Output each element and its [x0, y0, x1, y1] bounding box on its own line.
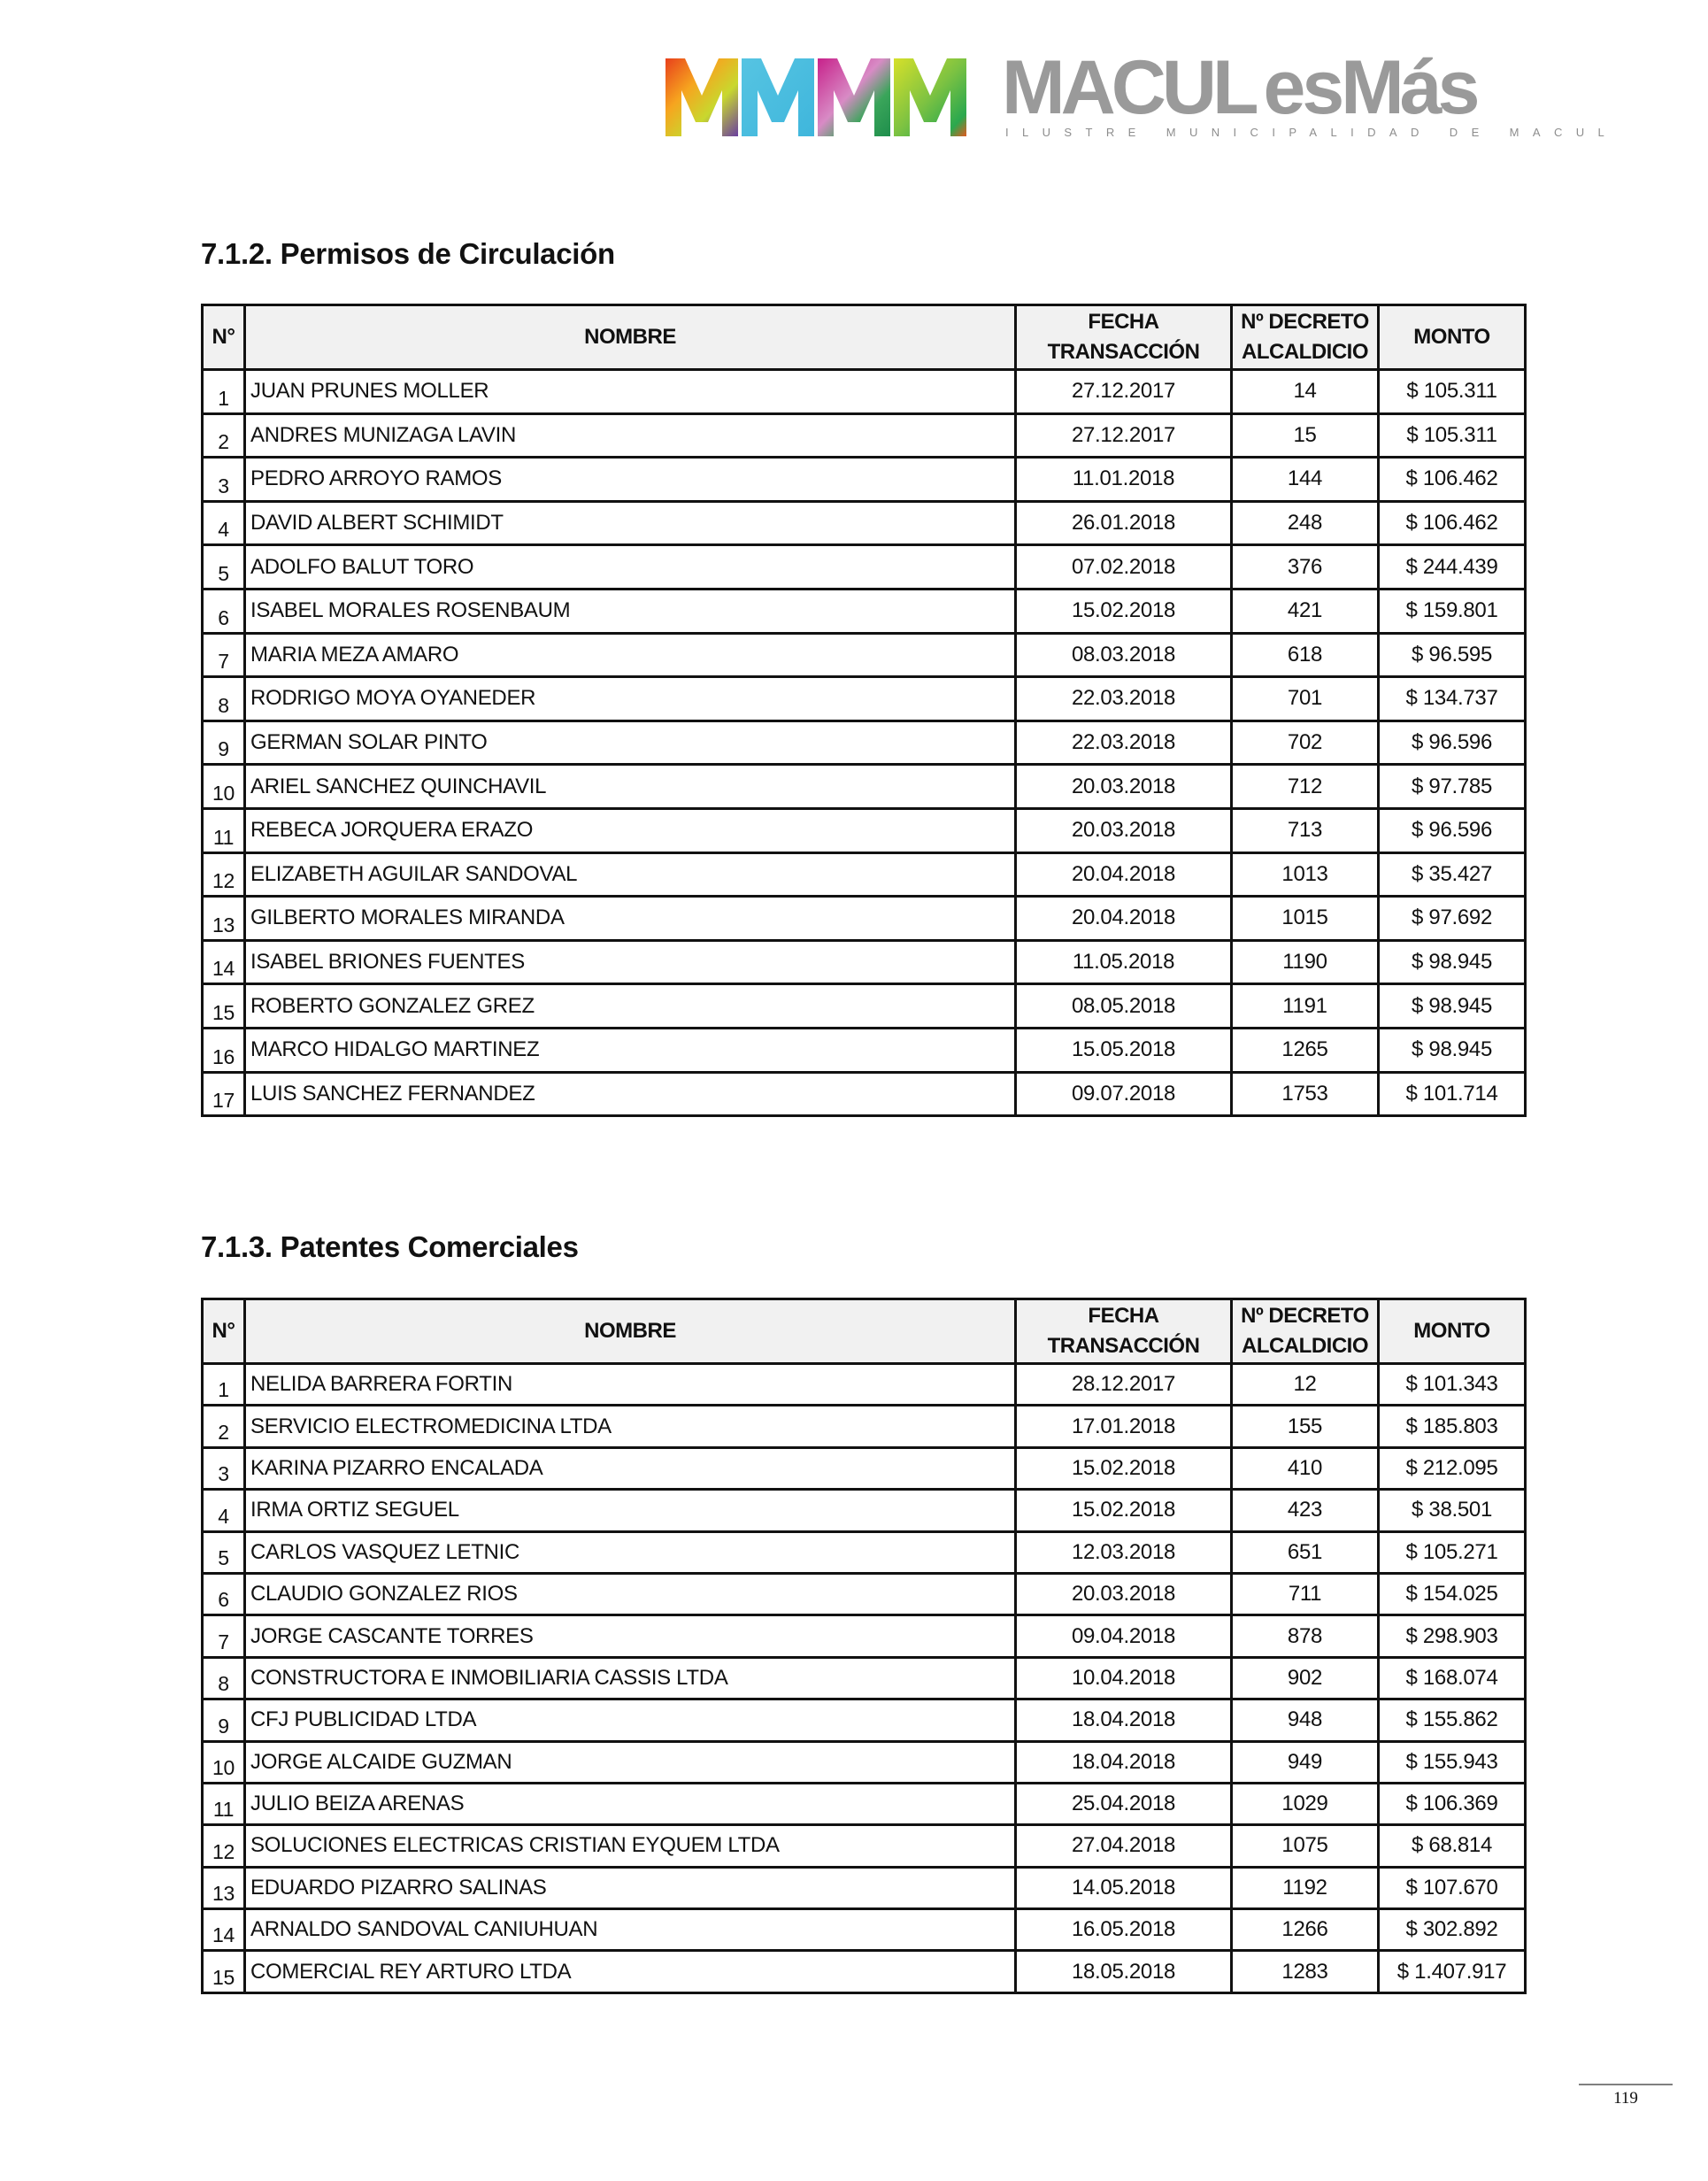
- row-decree: 1265: [1232, 1028, 1379, 1072]
- row-decree: 376: [1232, 545, 1379, 590]
- row-name: JORGE CASCANTE TORRES: [245, 1615, 1016, 1657]
- row-name: CARLOS VASQUEZ LETNIC: [245, 1531, 1016, 1573]
- row-number: 14: [203, 1909, 245, 1951]
- row-decree: 1029: [1232, 1783, 1379, 1824]
- row-name: CONSTRUCTORA E INMOBILIARIA CASSIS LTDA: [245, 1657, 1016, 1699]
- row-date: 27.04.2018: [1016, 1825, 1232, 1867]
- row-name: JUAN PRUNES MOLLER: [245, 370, 1016, 414]
- row-number: 12: [203, 852, 245, 897]
- row-number: 3: [203, 1447, 245, 1489]
- row-decree: 155: [1232, 1406, 1379, 1447]
- row-decree: 651: [1232, 1531, 1379, 1573]
- table-row: [203, 808, 1526, 852]
- row-decree: 12: [1232, 1364, 1379, 1406]
- row-date: 25.04.2018: [1016, 1783, 1232, 1824]
- row-name: GILBERTO MORALES MIRANDA: [245, 897, 1016, 941]
- table-row: [203, 1615, 1526, 1657]
- row-decree: 423: [1232, 1490, 1379, 1531]
- footer-divider: [1579, 2084, 1673, 2085]
- row-amount: $ 106.369: [1379, 1783, 1526, 1824]
- row-amount: $ 97.692: [1379, 897, 1526, 941]
- row-name: REBECA JORQUERA ERAZO: [245, 808, 1016, 852]
- row-number: 17: [203, 1072, 245, 1116]
- column-header-decree-line2: ALCALDICIO: [1242, 1334, 1368, 1358]
- row-decree: 949: [1232, 1741, 1379, 1783]
- column-header-decree: [1232, 1299, 1379, 1364]
- table-row: [203, 1447, 1526, 1489]
- row-number: 16: [203, 1028, 245, 1072]
- row-date: 18.05.2018: [1016, 1951, 1232, 1992]
- row-decree: 1753: [1232, 1072, 1379, 1116]
- table-row: [203, 1406, 1526, 1447]
- row-amount: $ 97.785: [1379, 765, 1526, 809]
- column-header-decree-line2: ALCALDICIO: [1242, 340, 1368, 364]
- row-amount: $ 1.407.917: [1379, 1951, 1526, 1992]
- row-date: 09.04.2018: [1016, 1615, 1232, 1657]
- table-row: [203, 984, 1526, 1029]
- logo-word-es: es: [1263, 45, 1342, 130]
- row-name: ISABEL MORALES ROSENBAUM: [245, 589, 1016, 633]
- row-decree: 711: [1232, 1573, 1379, 1615]
- row-number: 8: [203, 1657, 245, 1699]
- row-name: CLAUDIO GONZALEZ RIOS: [245, 1573, 1016, 1615]
- row-number: 7: [203, 633, 245, 677]
- row-number: 14: [203, 940, 245, 984]
- table-row: [203, 589, 1526, 633]
- row-name: JORGE ALCAIDE GUZMAN: [245, 1741, 1016, 1783]
- row-amount: $ 212.095: [1379, 1447, 1526, 1489]
- row-decree: 15: [1232, 413, 1379, 458]
- table-row: [203, 897, 1526, 941]
- row-date: 14.05.2018: [1016, 1867, 1232, 1908]
- table-row: [203, 1657, 1526, 1699]
- row-number: 7: [203, 1615, 245, 1657]
- row-date: 20.04.2018: [1016, 897, 1232, 941]
- table-row: [203, 1490, 1526, 1531]
- row-date: 27.12.2017: [1016, 413, 1232, 458]
- row-number: 10: [203, 1741, 245, 1783]
- row-decree: 1075: [1232, 1825, 1379, 1867]
- row-name: MARCO HIDALGO MARTINEZ: [245, 1028, 1016, 1072]
- row-amount: $ 38.501: [1379, 1490, 1526, 1531]
- row-date: 07.02.2018: [1016, 545, 1232, 590]
- table-row: [203, 1573, 1526, 1615]
- permisos-table-body: [203, 370, 1526, 1116]
- row-name: SOLUCIONES ELECTRICAS CRISTIAN EYQUEM LTDA: [245, 1825, 1016, 1867]
- row-name: RODRIGO MOYA OYANEDER: [245, 677, 1016, 721]
- row-date: 15.02.2018: [1016, 1490, 1232, 1531]
- table-row: [203, 1909, 1526, 1951]
- row-date: 15.05.2018: [1016, 1028, 1232, 1072]
- row-amount: $ 105.311: [1379, 370, 1526, 414]
- table-row: [203, 1825, 1526, 1867]
- table-header-row: [203, 305, 1526, 370]
- table-row: [203, 1364, 1526, 1406]
- patentes-comerciales-table: [201, 1298, 1527, 1994]
- table-row: [203, 940, 1526, 984]
- row-decree: 948: [1232, 1699, 1379, 1741]
- row-amount: $ 105.311: [1379, 413, 1526, 458]
- row-name: IRMA ORTIZ SEGUEL: [245, 1490, 1016, 1531]
- row-amount: $ 98.945: [1379, 1028, 1526, 1072]
- row-number: 4: [203, 501, 245, 545]
- row-number: 6: [203, 589, 245, 633]
- row-decree: 902: [1232, 1657, 1379, 1699]
- row-decree: 701: [1232, 677, 1379, 721]
- table-row: [203, 501, 1526, 545]
- row-number: 15: [203, 984, 245, 1029]
- row-date: 08.05.2018: [1016, 984, 1232, 1029]
- row-decree: 878: [1232, 1615, 1379, 1657]
- row-date: 20.03.2018: [1016, 765, 1232, 809]
- column-header-decree-line1: Nº DECRETO: [1241, 1304, 1369, 1328]
- row-number: 8: [203, 677, 245, 721]
- row-name: ARNALDO SANDOVAL CANIUHUAN: [245, 1909, 1016, 1951]
- row-name: ELIZABETH AGUILAR SANDOVAL: [245, 852, 1016, 897]
- column-header-amount: MONTO: [1379, 305, 1526, 370]
- section-title-permisos: 7.1.2. Permisos de Circulación: [201, 237, 615, 270]
- row-decree: 1190: [1232, 940, 1379, 984]
- row-decree: 618: [1232, 633, 1379, 677]
- row-name: KARINA PIZARRO ENCALADA: [245, 1447, 1016, 1489]
- row-number: 12: [203, 1825, 245, 1867]
- page-number: 119: [1613, 2089, 1638, 2108]
- municipality-logo: [666, 45, 1619, 143]
- row-number: 4: [203, 1490, 245, 1531]
- row-amount: $ 244.439: [1379, 545, 1526, 590]
- row-date: 08.03.2018: [1016, 633, 1232, 677]
- logo-wordmark: [1002, 45, 1476, 130]
- row-number: 13: [203, 897, 245, 941]
- section-title-patentes: 7.1.3. Patentes Comerciales: [201, 1230, 579, 1263]
- row-amount: $ 98.945: [1379, 940, 1526, 984]
- table-row: [203, 413, 1526, 458]
- table-row: [203, 1531, 1526, 1573]
- table-row: [203, 1951, 1526, 1992]
- table-row: [203, 1867, 1526, 1908]
- row-number: 2: [203, 413, 245, 458]
- row-name: SERVICIO ELECTROMEDICINA LTDA: [245, 1406, 1016, 1447]
- column-header-name: NOMBRE: [245, 305, 1016, 370]
- row-name: CFJ PUBLICIDAD LTDA: [245, 1699, 1016, 1741]
- row-decree: 144: [1232, 458, 1379, 502]
- row-date: 26.01.2018: [1016, 501, 1232, 545]
- row-decree: 410: [1232, 1447, 1379, 1489]
- row-amount: $ 302.892: [1379, 1909, 1526, 1951]
- row-number: 3: [203, 458, 245, 502]
- row-date: 11.05.2018: [1016, 940, 1232, 984]
- table-row: [203, 458, 1526, 502]
- row-name: COMERCIAL REY ARTURO LTDA: [245, 1951, 1016, 1992]
- row-date: 15.02.2018: [1016, 1447, 1232, 1489]
- row-amount: $ 168.074: [1379, 1657, 1526, 1699]
- row-date: 22.03.2018: [1016, 677, 1232, 721]
- row-decree: 1013: [1232, 852, 1379, 897]
- row-date: 15.02.2018: [1016, 589, 1232, 633]
- logo-subtitle: ILUSTRE MUNICIPALIDAD DE MACUL: [1005, 126, 1619, 139]
- row-date: 12.03.2018: [1016, 1531, 1232, 1573]
- row-amount: $ 98.945: [1379, 984, 1526, 1029]
- row-name: NELIDA BARRERA FORTIN: [245, 1364, 1016, 1406]
- row-number: 9: [203, 1699, 245, 1741]
- row-decree: 713: [1232, 808, 1379, 852]
- column-header-number: N°: [203, 1299, 245, 1364]
- logo-m-icon: [894, 58, 966, 136]
- column-header-date-line1: FECHA: [1088, 310, 1159, 334]
- row-amount: $ 298.903: [1379, 1615, 1526, 1657]
- logo-m-icon: [818, 58, 890, 136]
- row-amount: $ 106.462: [1379, 458, 1526, 502]
- table-row: [203, 633, 1526, 677]
- row-name: ISABEL BRIONES FUENTES: [245, 940, 1016, 984]
- row-number: 2: [203, 1406, 245, 1447]
- column-header-date-line1: FECHA: [1088, 1304, 1159, 1328]
- row-amount: $ 155.943: [1379, 1741, 1526, 1783]
- row-decree: 421: [1232, 589, 1379, 633]
- table-row: [203, 765, 1526, 809]
- table-row: [203, 1028, 1526, 1072]
- row-name: PEDRO ARROYO RAMOS: [245, 458, 1016, 502]
- row-amount: $ 96.595: [1379, 633, 1526, 677]
- row-amount: $ 134.737: [1379, 677, 1526, 721]
- row-name: LUIS SANCHEZ FERNANDEZ: [245, 1072, 1016, 1116]
- row-decree: 1192: [1232, 1867, 1379, 1908]
- row-amount: $ 185.803: [1379, 1406, 1526, 1447]
- row-amount: $ 35.427: [1379, 852, 1526, 897]
- row-amount: $ 155.862: [1379, 1699, 1526, 1741]
- table-row: [203, 370, 1526, 414]
- row-decree: 1015: [1232, 897, 1379, 941]
- row-date: 09.07.2018: [1016, 1072, 1232, 1116]
- row-amount: $ 159.801: [1379, 589, 1526, 633]
- row-date: 18.04.2018: [1016, 1699, 1232, 1741]
- logo-mark-icon: [666, 58, 966, 136]
- row-name: ANDRES MUNIZAGA LAVIN: [245, 413, 1016, 458]
- patentes-table-body: [203, 1364, 1526, 1993]
- row-number: 10: [203, 765, 245, 809]
- table-row: [203, 852, 1526, 897]
- row-amount: $ 107.670: [1379, 1867, 1526, 1908]
- row-decree: 1283: [1232, 1951, 1379, 1992]
- logo-word-mas: Más: [1341, 45, 1476, 130]
- row-amount: $ 101.714: [1379, 1072, 1526, 1116]
- row-number: 11: [203, 808, 245, 852]
- row-decree: 1191: [1232, 984, 1379, 1029]
- row-amount: $ 68.814: [1379, 1825, 1526, 1867]
- row-amount: $ 96.596: [1379, 721, 1526, 765]
- row-date: 28.12.2017: [1016, 1364, 1232, 1406]
- column-header-decree-line1: Nº DECRETO: [1241, 310, 1369, 334]
- row-number: 6: [203, 1573, 245, 1615]
- row-decree: 248: [1232, 501, 1379, 545]
- row-number: 9: [203, 721, 245, 765]
- row-amount: $ 105.271: [1379, 1531, 1526, 1573]
- row-date: 20.03.2018: [1016, 808, 1232, 852]
- permisos-circulacion-table: [201, 304, 1527, 1117]
- row-name: GERMAN SOLAR PINTO: [245, 721, 1016, 765]
- table-row: [203, 721, 1526, 765]
- table-row: [203, 677, 1526, 721]
- table-header-row: [203, 1299, 1526, 1364]
- row-number: 15: [203, 1951, 245, 1992]
- column-header-date-line2: TRANSACCIÓN: [1047, 1334, 1200, 1358]
- row-date: 16.05.2018: [1016, 1909, 1232, 1951]
- column-header-decree: [1232, 305, 1379, 370]
- row-date: 18.04.2018: [1016, 1741, 1232, 1783]
- row-number: 5: [203, 545, 245, 590]
- row-name: DAVID ALBERT SCHIMIDT: [245, 501, 1016, 545]
- table-row: [203, 545, 1526, 590]
- row-amount: $ 154.025: [1379, 1573, 1526, 1615]
- row-number: 13: [203, 1867, 245, 1908]
- column-header-name: NOMBRE: [245, 1299, 1016, 1364]
- row-date: 22.03.2018: [1016, 721, 1232, 765]
- row-decree: 702: [1232, 721, 1379, 765]
- row-decree: 712: [1232, 765, 1379, 809]
- row-name: JULIO BEIZA ARENAS: [245, 1783, 1016, 1824]
- table-row: [203, 1699, 1526, 1741]
- row-name: EDUARDO PIZARRO SALINAS: [245, 1867, 1016, 1908]
- row-number: 11: [203, 1783, 245, 1824]
- table-row: [203, 1072, 1526, 1116]
- column-header-date-line2: TRANSACCIÓN: [1047, 340, 1200, 364]
- row-number: 1: [203, 370, 245, 414]
- row-number: 5: [203, 1531, 245, 1573]
- row-date: 11.01.2018: [1016, 458, 1232, 502]
- row-date: 17.01.2018: [1016, 1406, 1232, 1447]
- logo-m-icon: [666, 58, 738, 136]
- row-decree: 1266: [1232, 1909, 1379, 1951]
- row-name: ADOLFO BALUT TORO: [245, 545, 1016, 590]
- column-header-date: [1016, 305, 1232, 370]
- column-header-number: N°: [203, 305, 245, 370]
- row-name: ROBERTO GONZALEZ GREZ: [245, 984, 1016, 1029]
- column-header-amount: MONTO: [1379, 1299, 1526, 1364]
- row-date: 20.04.2018: [1016, 852, 1232, 897]
- column-header-date: [1016, 1299, 1232, 1364]
- logo-m-icon: [742, 58, 814, 136]
- logo-word-macul: MACUL: [1002, 45, 1255, 130]
- row-amount: $ 96.596: [1379, 808, 1526, 852]
- table-row: [203, 1741, 1526, 1783]
- row-number: 1: [203, 1364, 245, 1406]
- row-date: 20.03.2018: [1016, 1573, 1232, 1615]
- table-row: [203, 1783, 1526, 1824]
- row-decree: 14: [1232, 370, 1379, 414]
- row-name: MARIA MEZA AMARO: [245, 633, 1016, 677]
- row-amount: $ 106.462: [1379, 501, 1526, 545]
- row-date: 10.04.2018: [1016, 1657, 1232, 1699]
- row-amount: $ 101.343: [1379, 1364, 1526, 1406]
- row-date: 27.12.2017: [1016, 370, 1232, 414]
- row-name: ARIEL SANCHEZ QUINCHAVIL: [245, 765, 1016, 809]
